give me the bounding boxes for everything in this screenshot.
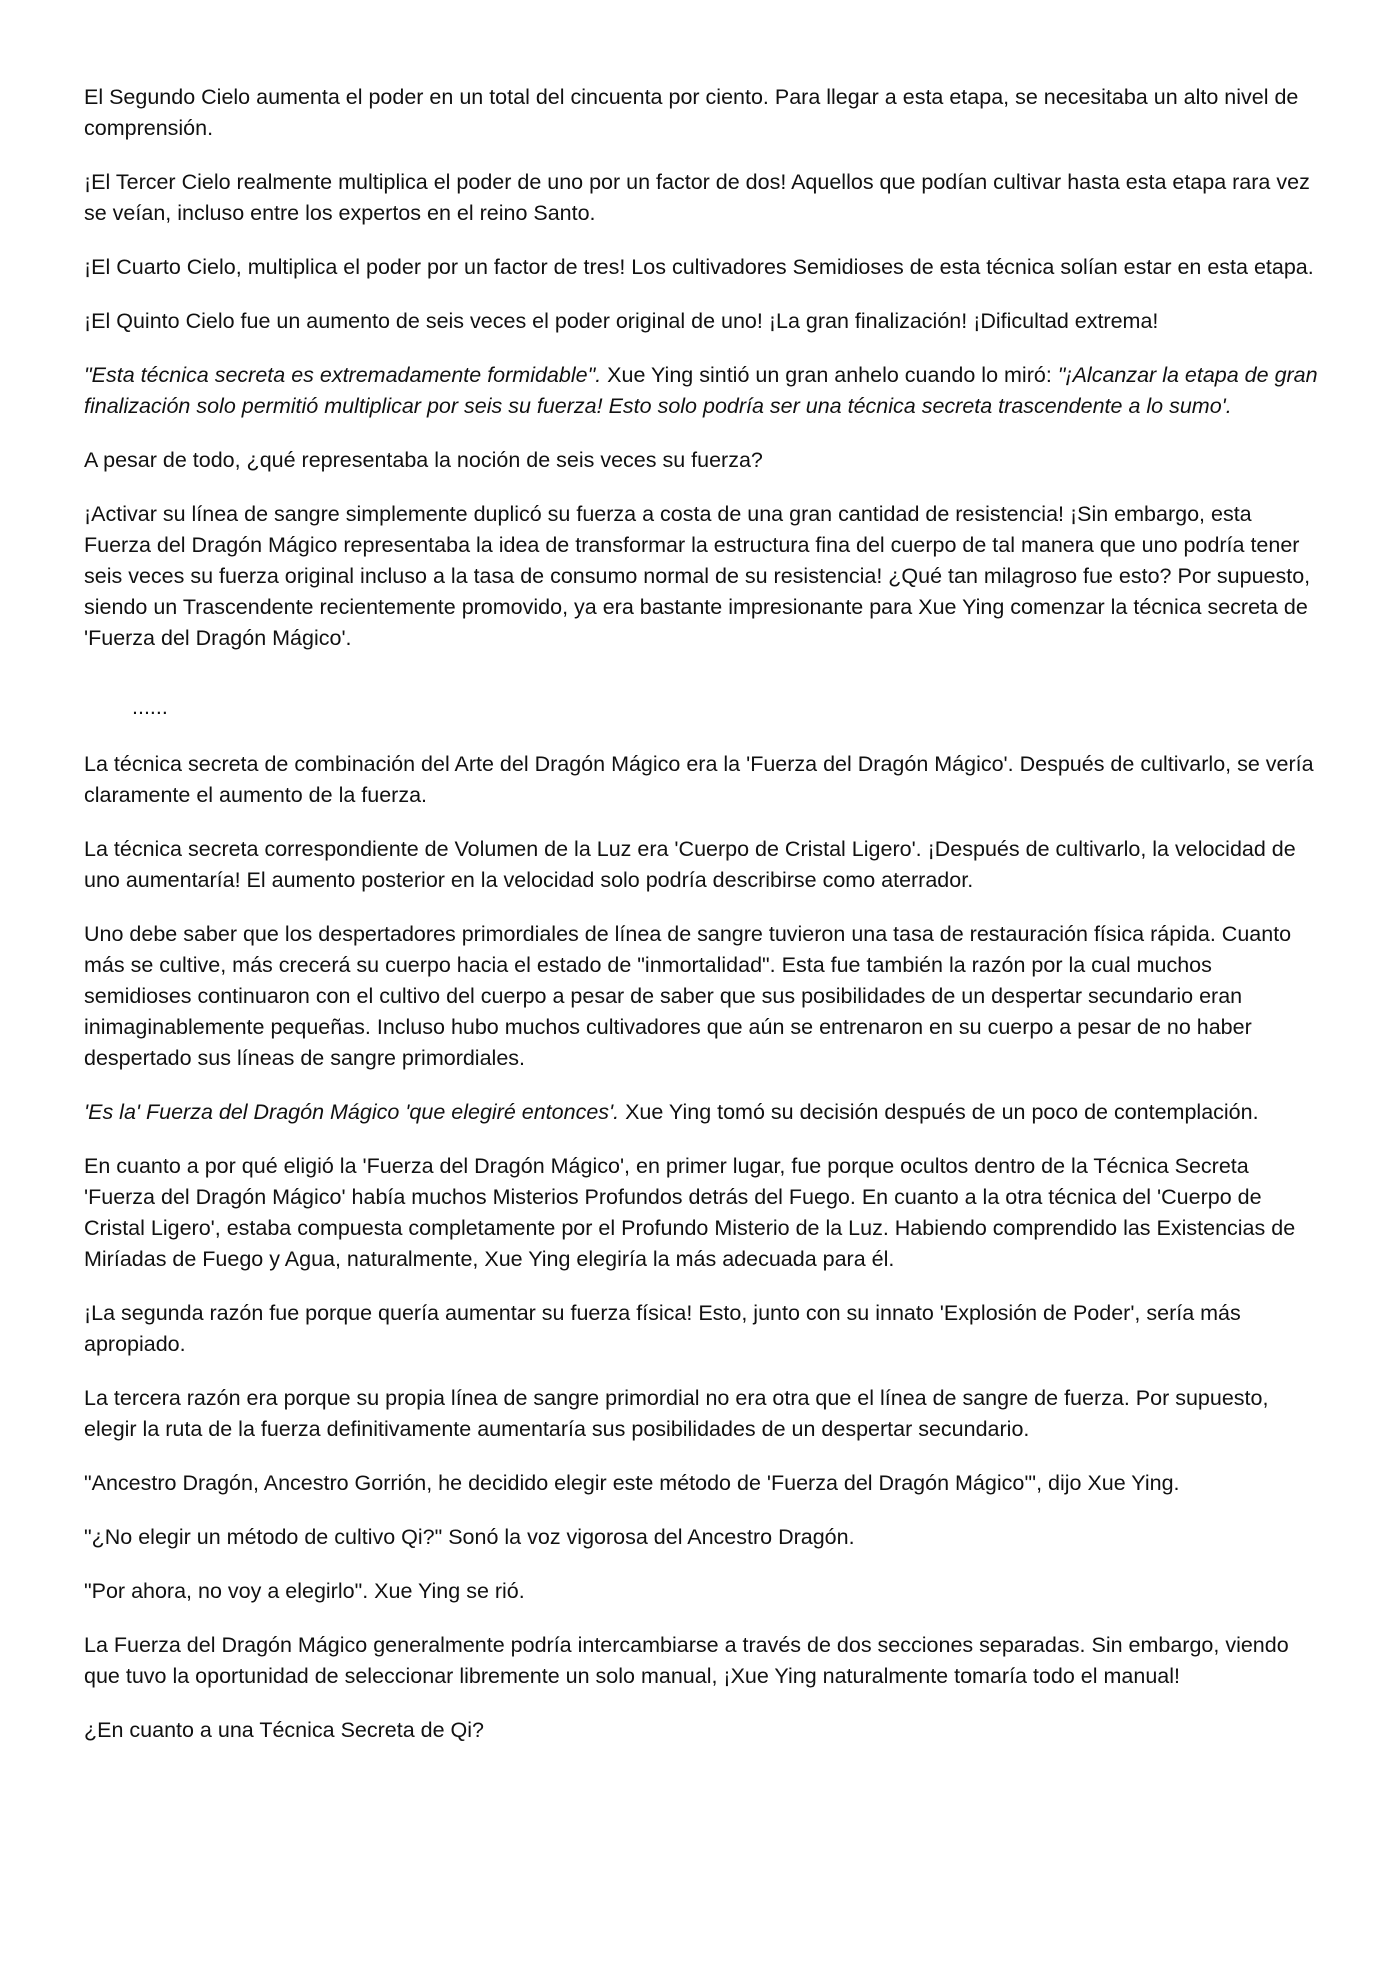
paragraph <box>84 1630 1320 1692</box>
text-segment: En cuanto a por qué eligió la 'Fuerza del Dragón Mágico', en primer lugar, fue porque ocultos dentro de la Técnica Secreta 'Fuerza del Dragón Mágico' había muchos Misterios Profundos detrás del Fuego. En cuanto a la otra técnica del 'Cuerpo de Cristal Ligero', estaba compuesta completamente por el Profundo Misterio de la Luz. Habiendo comprendido las Existencias de Miríadas de Fuego y Agua, naturalmente, Xue Ying elegiría la más adecuada para él. <box>84 1154 1296 1271</box>
section-separator <box>84 692 1320 723</box>
paragraph <box>84 1576 1320 1607</box>
paragraph <box>84 82 1320 144</box>
text-segment: El Segundo Cielo aumenta el poder en un total del cincuenta por ciento. Para llegar a esta etapa, se necesitaba un alto nivel de comprensión. <box>84 85 1299 140</box>
paragraph <box>84 360 1320 422</box>
paragraph <box>84 445 1320 476</box>
text-segment: ¡La segunda razón fue porque quería aumentar su fuerza física! Esto, junto con su innato 'Explosión de Poder', sería más apropiado. <box>84 1301 1241 1356</box>
text-segment: La técnica secreta correspondiente de Volumen de la Luz era 'Cuerpo de Cristal Ligero'. ¡Después de cultivarlo, la velocidad de uno aumentaría! El aumento posterior en la velocidad solo podría describirse como aterrador. <box>84 837 1296 892</box>
text-segment: ¿En cuanto a una Técnica Secreta de Qi? <box>84 1718 484 1742</box>
text-segment: Xue Ying sintió un gran anhelo cuando lo miró: <box>601 363 1058 387</box>
text-segment: ...... <box>132 695 168 719</box>
paragraph <box>84 1298 1320 1360</box>
text-segment: "Por ahora, no voy a elegirlo". Xue Ying se rió. <box>84 1579 525 1603</box>
paragraph <box>84 252 1320 283</box>
italic-text: 'Es la' Fuerza del Dragón Mágico 'que elegiré entonces'. <box>84 1100 620 1124</box>
text-segment: "¿No elegir un método de cultivo Qi?" Sonó la voz vigorosa del Ancestro Dragón. <box>84 1525 855 1549</box>
paragraph <box>84 834 1320 896</box>
paragraph <box>84 167 1320 229</box>
document-page <box>84 82 1320 1769</box>
paragraph <box>84 1151 1320 1275</box>
text-segment: La tercera razón era porque su propia línea de sangre primordial no era otra que el línea de sangre de fuerza. Por supuesto, elegir la ruta de la fuerza definitivamente aumentaría sus posibilidades de un despertar secundario. <box>84 1386 1269 1441</box>
paragraph <box>84 1522 1320 1553</box>
text-segment: ¡El Tercer Cielo realmente multiplica el poder de uno por un factor de dos! Aquellos que podían cultivar hasta esta etapa rara vez se veían, incluso entre los expertos en el reino Santo. <box>84 170 1310 225</box>
text-segment: "Ancestro Dragón, Ancestro Gorrión, he decidido elegir este método de 'Fuerza del Dragón Mágico'", dijo Xue Ying. <box>84 1471 1180 1495</box>
paragraph <box>84 1468 1320 1499</box>
paragraph <box>84 1383 1320 1445</box>
paragraph <box>84 499 1320 654</box>
paragraph <box>84 306 1320 337</box>
text-segment: ¡El Cuarto Cielo, multiplica el poder por un factor de tres! Los cultivadores Semidioses de esta técnica solían estar en esta etapa. <box>84 255 1314 279</box>
text-segment: ¡Activar su línea de sangre simplemente duplicó su fuerza a costa de una gran cantidad de resistencia! ¡Sin embargo, esta Fuerza del Dragón Mágico representaba la idea de transformar la estructura fina del cuerpo de tal manera que uno podría tener seis veces su fuerza original incluso a la tasa de consumo normal de su resistencia! ¿Qué tan milagroso fue esto? Por supuesto, siendo un Trascendente recientemente promovido, ya era bastante impresionante para Xue Ying comenzar la técnica secreta de 'Fuerza del Dragón Mágico'. <box>84 502 1311 650</box>
text-segment: A pesar de todo, ¿qué representaba la noción de seis veces su fuerza? <box>84 448 763 472</box>
text-segment: La técnica secreta de combinación del Arte del Dragón Mágico era la 'Fuerza del Dragón Mágico'. Después de cultivarlo, se vería claramente el aumento de la fuerza. <box>84 752 1314 807</box>
italic-text: "Esta técnica secreta es extremadamente formidable". <box>84 363 602 387</box>
paragraph <box>84 1097 1320 1128</box>
text-segment: Uno debe saber que los despertadores primordiales de línea de sangre tuvieron una tasa de restauración física rápida. Cuanto más se cultive, más crecerá su cuerpo hacia el estado de "inmortalidad". Esta fue también la razón por la cual muchos semidioses continuaron con el cultivo del cuerpo a pesar de saber que sus posibilidades de un despertar secundario eran inimaginablemente pequeñas. Incluso hubo muchos cultivadores que aún se entrenaron en su cuerpo a pesar de no haber despertado sus líneas de sangre primordiales. <box>84 922 1292 1070</box>
text-segment: ¡El Quinto Cielo fue un aumento de seis veces el poder original de uno! ¡La gran finalización! ¡Dificultad extrema! <box>84 309 1159 333</box>
paragraph <box>84 749 1320 811</box>
text-segment: La Fuerza del Dragón Mágico generalmente podría intercambiarse a través de dos secciones separadas. Sin embargo, viendo que tuvo la oportunidad de seleccionar libremente un solo manual, ¡Xue Ying naturalmente tomaría todo el manual! <box>84 1633 1289 1688</box>
paragraph <box>84 919 1320 1074</box>
text-segment: Xue Ying tomó su decisión después de un poco de contemplación. <box>619 1100 1259 1124</box>
paragraph <box>84 1715 1320 1746</box>
italic-text: "¡Alcanzar la etapa de gran finalización solo permitió multiplicar por seis su fuerza! Esto solo podría ser una técnica secreta trascendente a lo sumo'. <box>84 363 1318 418</box>
